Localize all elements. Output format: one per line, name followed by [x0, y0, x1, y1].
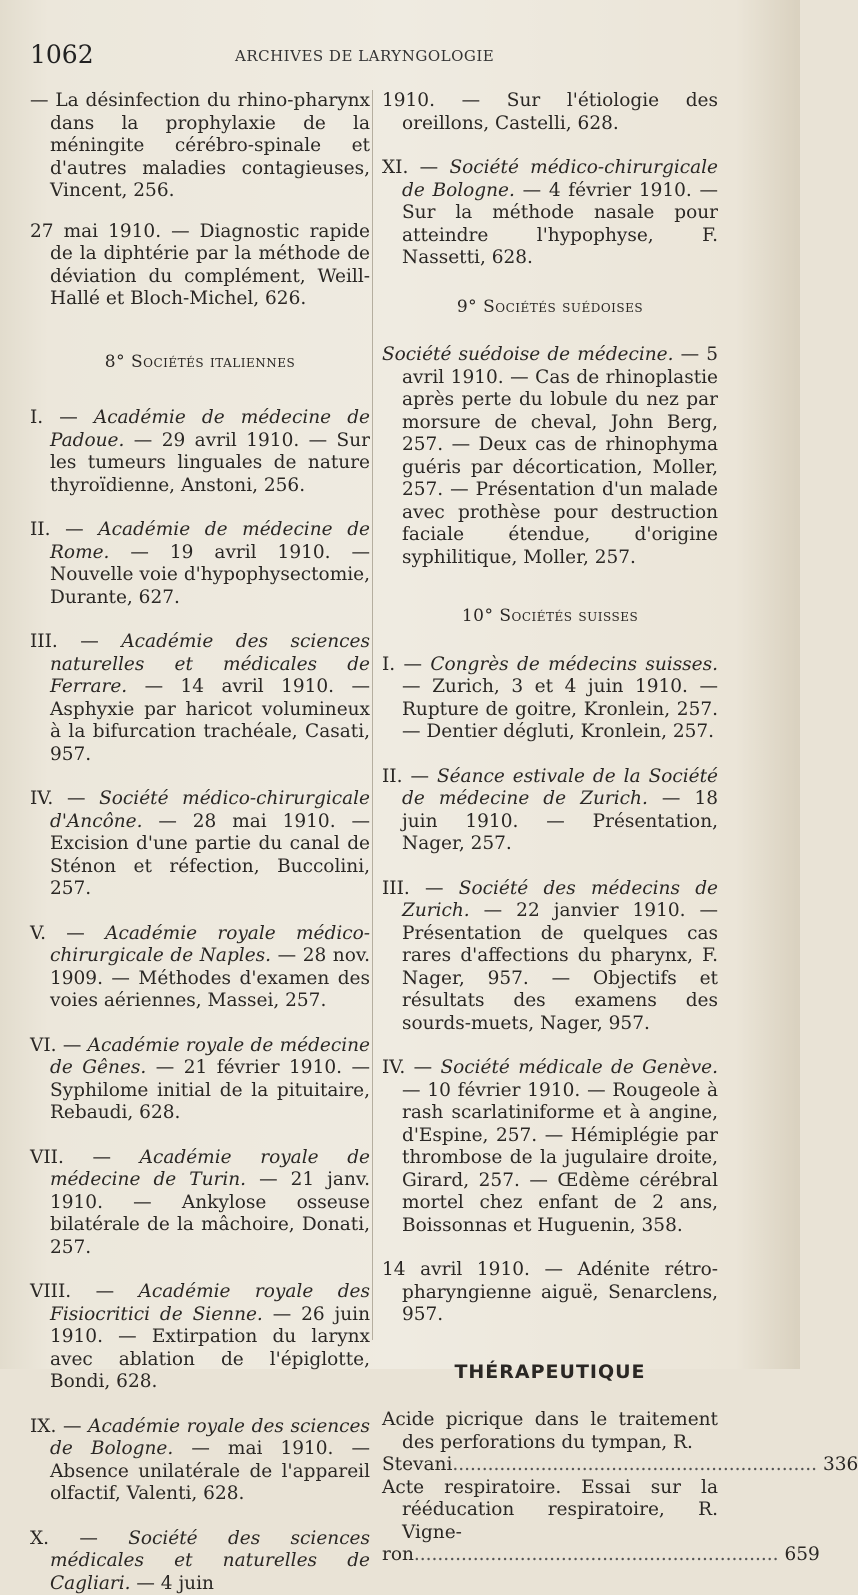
society-name: Académie royale médico-chirurgicale de Naples.	[50, 923, 370, 967]
entry-text: — 29 avril 1910. — Sur les tumeurs linguales de nature thyroïdienne, Anstoni, 256.	[50, 430, 370, 496]
entry-text: — mai 1910. — Absence unilatérale de l'appareil olfactif, Valenti, 628.	[50, 1438, 370, 1504]
index-entry	[30, 788, 370, 901]
right-column	[382, 90, 718, 1567]
index-entry	[382, 766, 718, 856]
society-name: Académie de médecine de Rome.	[50, 519, 370, 563]
index-entry	[382, 1057, 718, 1237]
index-entry	[30, 1147, 370, 1260]
index-entry	[30, 631, 370, 766]
society-name: Société médicale de Genève.	[440, 1057, 718, 1078]
society-name: Académie de médecine de Padoue.	[50, 407, 370, 451]
entry-text: I. —	[30, 407, 94, 428]
entry-text: — 21 février 1910. — Syphilome initial de la pituitaire, Rebaudi, 628.	[50, 1057, 370, 1123]
index-entry	[382, 157, 718, 270]
society-name: Académie royale de médecine de Turin.	[50, 1147, 370, 1191]
entry-text: — 14 avril 1910. — Asphyxie par haricot volumineux à la bifurcation trachéale, Casati, 957.	[50, 676, 370, 765]
section-heading: 8° Sociétés italiennes	[30, 351, 370, 374]
society-name: Société suédoise de médecine.	[382, 344, 674, 365]
index-entry	[382, 1409, 718, 1454]
index-entry	[30, 407, 370, 497]
entry-text: II. —	[30, 519, 98, 540]
entry-text: VII. —	[30, 1147, 140, 1168]
index-entry	[30, 1416, 370, 1506]
entry-text: V. —	[30, 923, 105, 944]
entry-text: — 4 février 1910. — Sur la méthode nasale pour atteindre l'hypophyse, F. Nassetti, 628.	[402, 180, 718, 269]
index-entry	[30, 1528, 370, 1595]
index-entry	[382, 1477, 718, 1545]
index-entry	[382, 878, 718, 1036]
section-heading-therapeutique: THÉRAPEUTIQUE	[382, 1361, 718, 1384]
entry-text: Acte respiratoire. Essai sur la rééducation respiratoire, R. Vigne-	[382, 1477, 718, 1543]
index-leader-line	[382, 1544, 718, 1567]
index-entry	[30, 221, 370, 311]
society-name: Académie royale des sciences de Bologne.	[50, 1416, 370, 1460]
index-entry	[382, 1259, 718, 1327]
leader-page-number: 659	[779, 1544, 820, 1567]
leader-text: Stevani	[382, 1454, 452, 1477]
leader-text: ron	[382, 1544, 414, 1567]
entry-text: III. —	[30, 631, 121, 652]
entry-text: — 18 juin 1910. — Présentation, Nager, 257.	[402, 788, 718, 854]
entry-text: II. —	[382, 766, 437, 787]
society-name: Congrès de médecins suisses.	[430, 654, 718, 675]
column-divider	[372, 90, 373, 1340]
entry-text: — 28 mai 1910. — Excision d'une partie du canal de Sténon et réfection, Buccolini, 257.	[50, 811, 370, 900]
index-entry	[382, 654, 718, 744]
society-name: Société médico-chirurgicale de Bologne.	[402, 157, 718, 201]
entry-text: — 19 avril 1910. — Nouvelle voie d'hypophysectomie, Durante, 627.	[50, 542, 370, 608]
entry-text: III. —	[382, 878, 459, 899]
entry-text: I. —	[382, 654, 430, 675]
index-leader-line	[382, 1454, 718, 1477]
entry-text: IX. —	[30, 1416, 88, 1437]
running-head: ARCHIVES DE LARYNGOLOGIE	[235, 47, 494, 65]
leader-page-number: 336	[817, 1454, 858, 1477]
entry-text: — 26 juin 1910. — Extirpation du larynx avec ablation de l'épiglotte, Bondi, 628.	[50, 1304, 370, 1393]
society-name: Société des médecins de Zurich.	[402, 878, 718, 922]
index-entry	[30, 90, 370, 203]
entry-text: VI. —	[30, 1035, 88, 1056]
index-entry	[382, 90, 718, 135]
society-name: Académie royale des Fisiocritici de Sienne.	[50, 1281, 370, 1325]
society-name: Académie des sciences naturelles et médicales de Ferrare.	[50, 631, 370, 697]
entry-text: IV. —	[30, 788, 99, 809]
entry-text: — 22 janvier 1910. — Présentation de quelques cas rares d'affections du pharynx, F. Nager, 957. — Objectifs et résultats des examens des sourds-muets, Nager, 957.	[402, 900, 718, 1034]
index-entry	[382, 344, 718, 569]
entry-text: — 10 février 1910. — Rougeole à rash scarlatiniforme et à angine, d'Espine, 257. — Hémiplégie par thrombose de la jugulaire droite, Girard, 257. — Œdème cérébral mortel chez enfant de 2 ans, Boissonnas et Huguenin, 358.	[402, 1080, 718, 1236]
leader-dots: ..............................................................	[414, 1544, 779, 1567]
entry-text: — 4 juin	[131, 1573, 214, 1594]
entry-text: Acide picrique dans le traitement des perforations du tympan, R.	[382, 1409, 718, 1453]
left-column	[30, 90, 370, 1595]
index-entry	[30, 519, 370, 609]
entry-text: VIII. —	[30, 1281, 139, 1302]
leader-dots: ..............................................................	[452, 1454, 817, 1477]
page-header	[0, 40, 800, 80]
entry-text: IV. —	[382, 1057, 440, 1078]
entry-text: — 5 avril 1910. — Cas de rhinoplastie après perte du lobule du nez par morsure de cheval, John Berg, 257. — Deux cas de rhinophyma guéris par décortication, Moller, 257. — Présentation d'un malade avec prothèse pour destruction faciale étendue, d'origine syphilitique, Moller, 257.	[402, 344, 718, 568]
entry-text: X. —	[30, 1528, 128, 1549]
entry-text: — 28 nov. 1909. — Méthodes d'examen des voies aériennes, Massei, 257.	[50, 945, 370, 1011]
index-entry	[30, 1281, 370, 1394]
entry-text: — La désinfection du rhino-pharynx dans la prophylaxie de la méningite cérébro-spinale et d'autres maladies contagieuses, Vincent, 256.	[30, 90, 370, 201]
entry-text: — Zurich, 3 et 4 juin 1910. — Rupture de goitre, Kronlein, 257. — Dentier dégluti, Kronlein, 257.	[402, 676, 718, 742]
entry-text: 27 mai 1910. — Diagnostic rapide de la diphtérie par la méthode de déviation du complément, Weill-Hallé et Bloch-Michel, 626.	[30, 221, 370, 310]
section-heading: 9° Sociétés suédoises	[382, 296, 718, 319]
society-name: Académie royale de médecine de Gênes.	[50, 1035, 370, 1079]
page-number: 1062	[30, 40, 94, 69]
index-entry	[30, 1035, 370, 1125]
entry-text: 14 avril 1910. — Adénite rétro-pharyngienne aiguë, Senarclens, 957.	[382, 1259, 718, 1325]
society-name: Société des sciences médicales et naturelles de Cagliari.	[50, 1528, 370, 1594]
entry-text: 1910. — Sur l'étiologie des oreillons, Castelli, 628.	[382, 90, 718, 134]
entry-text: XI. —	[382, 157, 449, 178]
society-name: Société médico-chirurgicale d'Ancône.	[50, 788, 370, 832]
section-heading: 10° Sociétés suisses	[382, 605, 718, 628]
entry-text: — 21 janv. 1910. — Ankylose osseuse bilatérale de la mâchoire, Donati, 257.	[50, 1169, 370, 1258]
index-entry	[30, 923, 370, 1013]
society-name: Séance estivale de la Société de médecine de Zurich.	[402, 766, 718, 810]
